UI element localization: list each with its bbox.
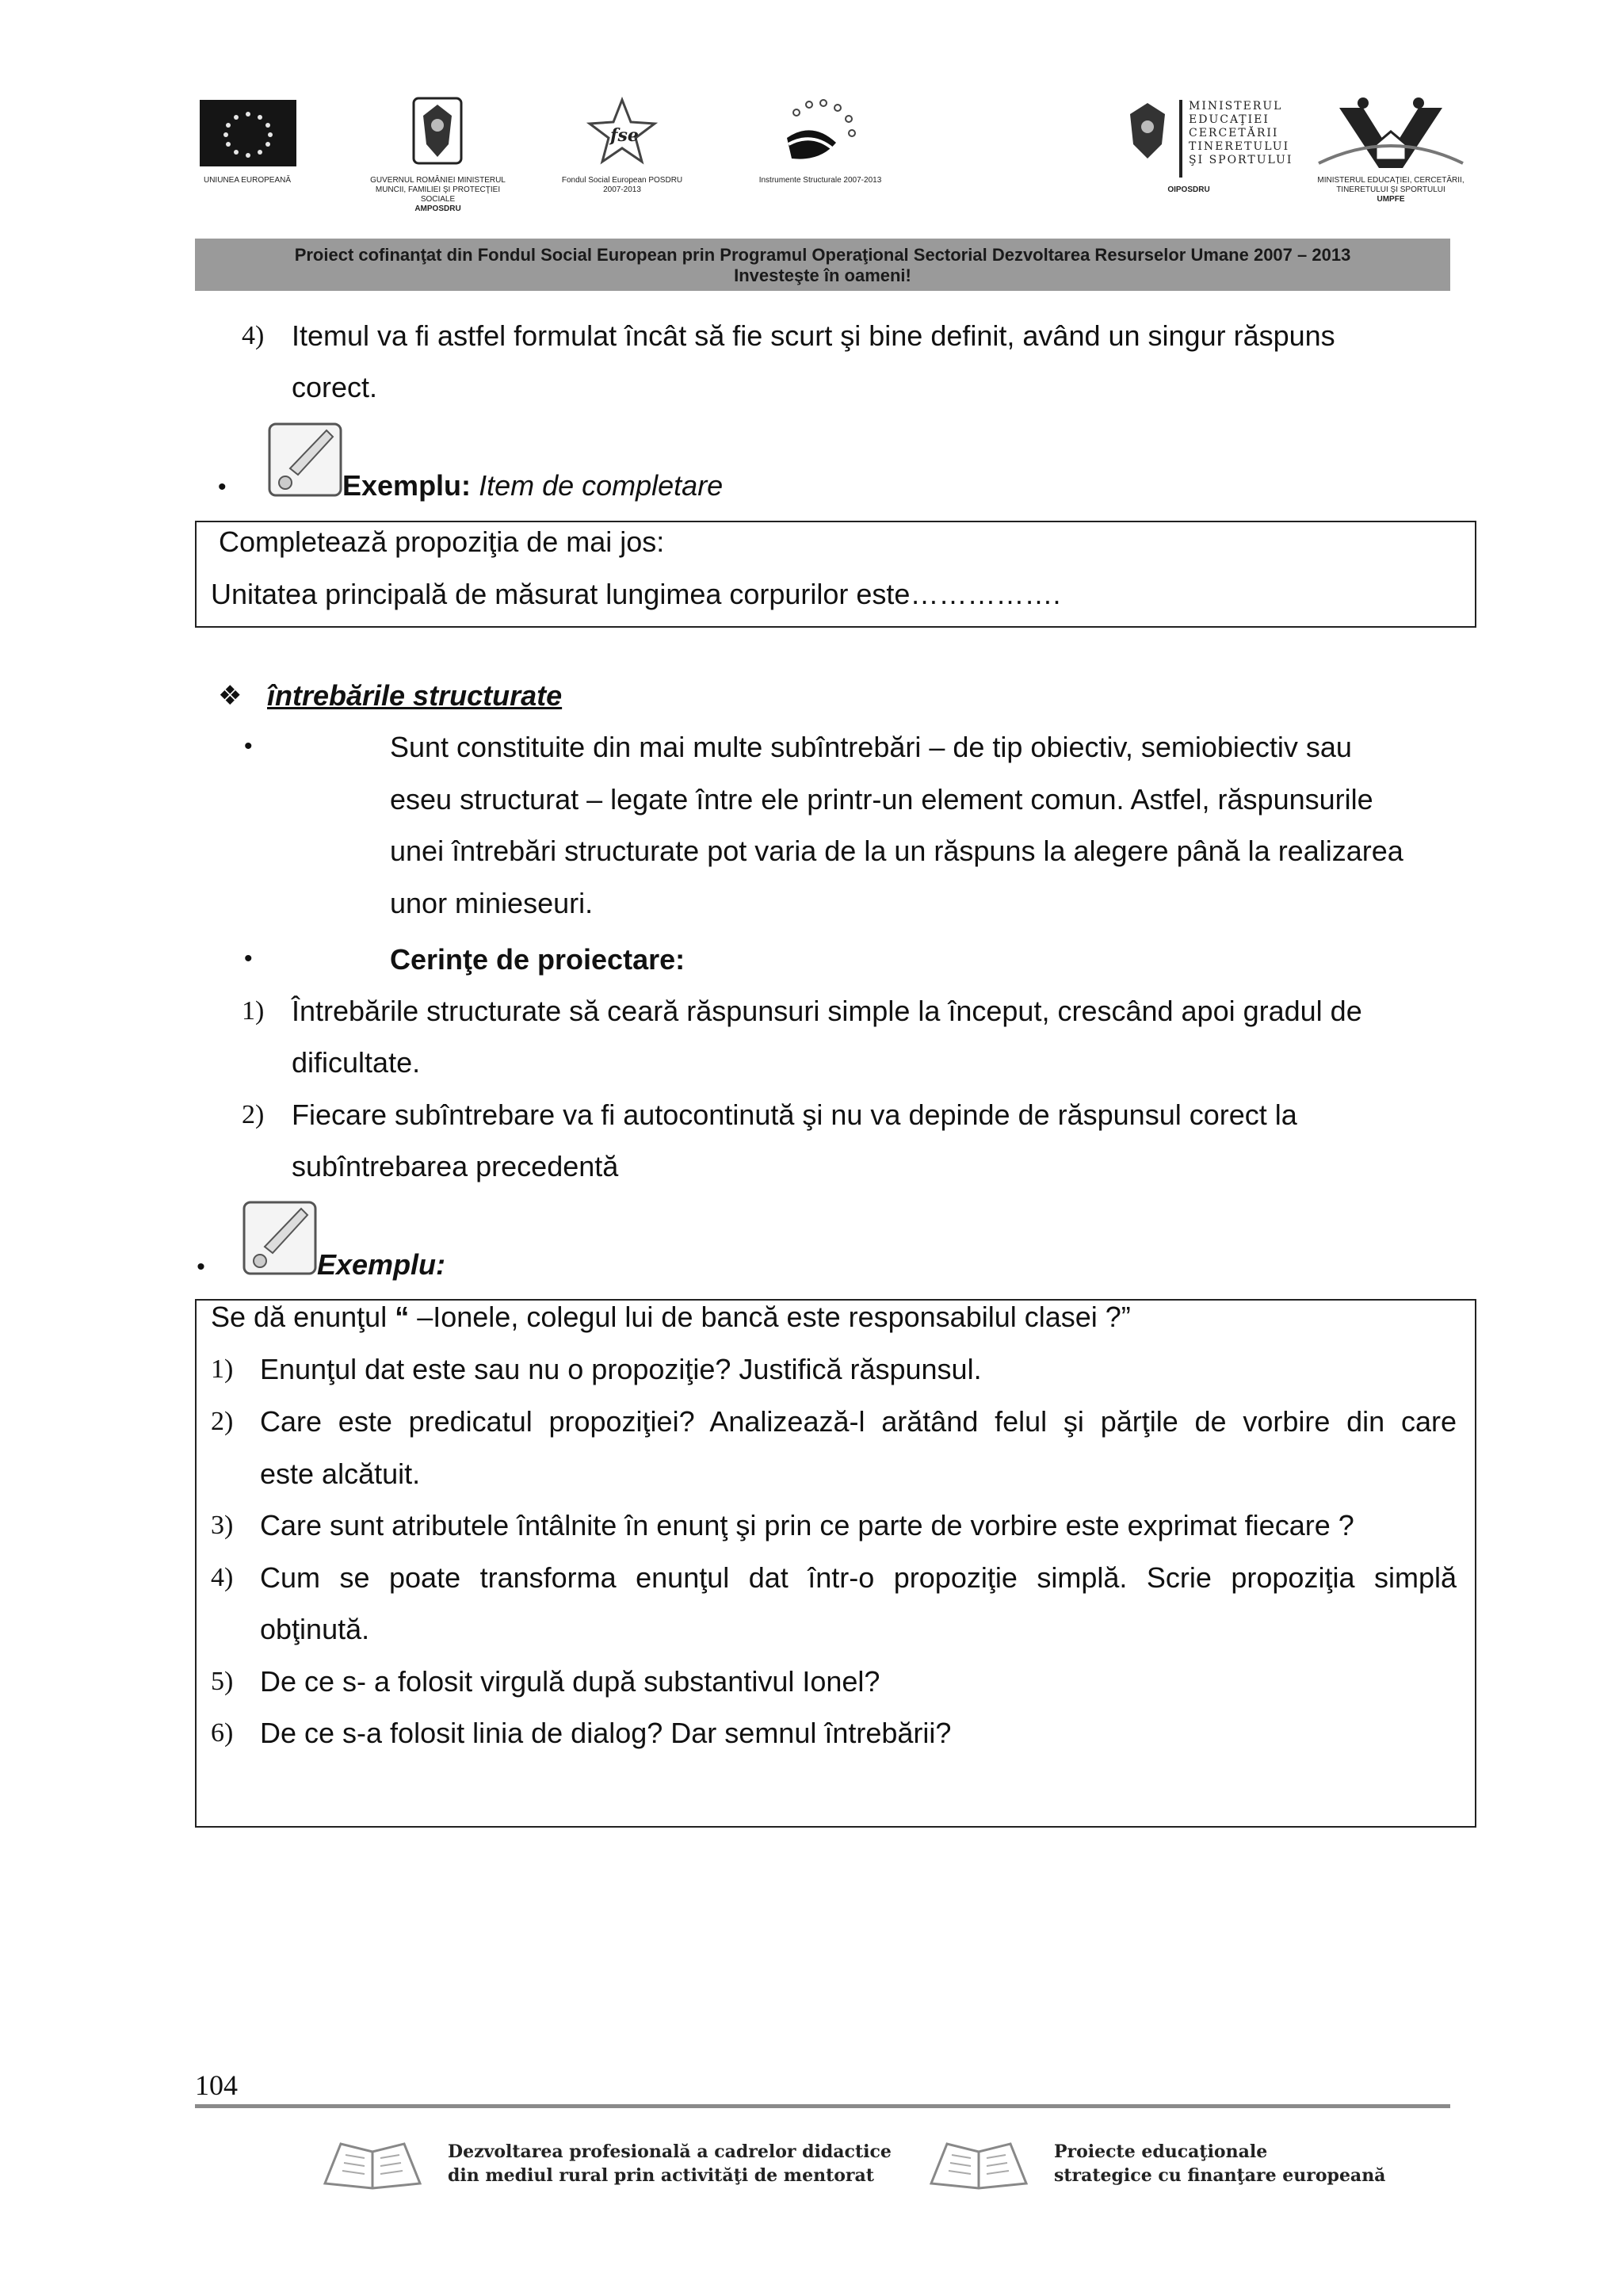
banner-line-1: Proiect cofinanţat din Fondul Social European prin Programul Operaţional Sectorial Dezvoltarea Resurselor Umane 2007 – 2013 (294, 245, 1351, 265)
question-number: 5) (211, 1667, 234, 1696)
question-3: Care sunt atributele întâlnite în enunţ şi prin ce parte de vorbire este exprimat fiecare ? (260, 1509, 1354, 1541)
si-caption: Instrumente Structurale 2007-2013 (758, 176, 882, 185)
example2-label: Exemplu: (317, 1248, 446, 1281)
question-4-line2: obţinută. (260, 1613, 370, 1645)
umpfe-caption (1312, 176, 1470, 204)
fse-star-icon (586, 97, 658, 166)
diamond-bullet-icon: ❖ (218, 680, 242, 712)
question-5: De ce s- a folosit virgulă după substantivul Ionel? (260, 1665, 880, 1698)
req1-number: 1) (242, 996, 265, 1026)
item4-text-line1: Itemul va fi astfel formulat încât să fie scurt şi bine definit, având un singur răspuns (292, 319, 1335, 352)
example1-box (195, 521, 1476, 628)
bullet-icon: • (218, 474, 227, 500)
box2-intro-a: Se dă enunţul (211, 1301, 395, 1333)
struct-para-line3: unei întrebări structurate pot varia de la un răspuns la alegere până la realizarea (390, 835, 1403, 867)
question-4-line1: Cum se poate transforma enunţul dat într-o propoziţie simplă. Scrie propoziţia simplă (260, 1561, 1457, 1594)
ministry-line-2: EDUCAŢIEI (1189, 113, 1270, 126)
question-2-line2: este alcătuit. (260, 1457, 421, 1490)
box1-instruction: Completează propoziţia de mai jos: (219, 525, 665, 558)
ministry-line-4: TINERETULUI (1189, 140, 1290, 153)
example1-type: Item de completare (479, 469, 724, 502)
umpfe-caption-text: MINISTERUL EDUCAŢIEI, CERCETĂRII, TINERETULUI ŞI SPORTULUI (1317, 176, 1465, 194)
eu-caption: UNIUNEA EUROPEANĂ (203, 176, 292, 185)
gov-caption (361, 176, 515, 214)
project-banner (195, 239, 1450, 291)
req1-line1: Întrebările structurate să ceară răspunsuri simple la început, crescând apoi gradul de (292, 995, 1362, 1027)
footer-right-line2: strategice cu finanţare europeană (1054, 2165, 1386, 2186)
umpfe-logo-icon (1316, 97, 1466, 170)
req2-number: 2) (242, 1100, 265, 1129)
ministry-line-5: ŞI SPORTULUI (1189, 154, 1293, 166)
umpfe-caption-bold: UMPFE (1377, 195, 1405, 204)
bullet-icon: • (244, 946, 253, 972)
box2-intro-quote: “ (395, 1301, 410, 1333)
fse-caption: Fondul Social European POSDRU 2007-2013 (561, 176, 683, 194)
structural-instruments-icon (781, 97, 860, 168)
oiposdru-caption: OIPOSDRU (1167, 185, 1210, 194)
question-number: 2) (211, 1407, 234, 1436)
banner-line-2: Investeşte în oameni! (734, 266, 911, 285)
gov-caption-text: GUVERNUL ROMÂNIEI MINISTERUL MUNCII, FAMILIEI ŞI PROTECŢIEI SOCIALE (370, 176, 506, 204)
section-title: întrebările structurate (267, 679, 563, 712)
example1-heading (342, 469, 723, 502)
question-number: 4) (211, 1563, 234, 1592)
svg-text:fse: fse (610, 125, 639, 146)
ministry-line-1: MINISTERUL (1189, 100, 1283, 113)
box2-intro (211, 1301, 1131, 1334)
footer-divider (195, 2104, 1450, 2108)
open-book-icon (317, 2136, 428, 2191)
exclamation-note-icon (268, 422, 342, 497)
struct-para-line2: eseu structurat – legate între ele printr-un element comun. Astfel, răspunsurile (390, 783, 1373, 816)
box1-sentence: Unitatea principală de măsurat lungimea corpurilor este……………. (211, 578, 1061, 610)
footer-left-line2: din mediul rural prin activităţi de mentorat (448, 2165, 874, 2186)
item4-text-line2: corect. (292, 371, 378, 403)
gov-caption-bold: AMPOSDRU (414, 204, 461, 213)
footer-right-line1: Proiecte educaţionale (1054, 2141, 1268, 2162)
req2-line2: subîntrebarea precedentă (292, 1150, 619, 1182)
open-book-icon (923, 2136, 1034, 2191)
footer-left-text (448, 2140, 892, 2187)
eu-flag-icon (200, 100, 296, 166)
question-number: 6) (211, 1718, 234, 1748)
item-number: 4) (242, 321, 265, 350)
question-number: 1) (211, 1354, 234, 1384)
struct-para-line1: Sunt constituite din mai multe subîntrebări – de tip obiectiv, semiobiectiv sau (390, 731, 1352, 763)
page-number: 104 (195, 2069, 238, 2101)
example1-label: Exemplu: (342, 469, 472, 502)
exclamation-note-icon (242, 1201, 317, 1275)
bullet-icon: • (197, 1254, 205, 1280)
question-1: Enunţul dat este sau nu o propoziţie? Justifică răspunsul. (260, 1353, 982, 1385)
bullet-icon: • (244, 733, 253, 759)
ministry-line-3: CERCETĂRII (1189, 127, 1279, 139)
gov-crest-icon (412, 97, 463, 165)
footer-left-line1: Dezvoltarea profesională a cadrelor didactice (448, 2141, 892, 2162)
example2-box (195, 1299, 1476, 1828)
ministry-crest-icon (1124, 100, 1171, 163)
ministry-divider (1179, 100, 1182, 178)
footer-right-text (1054, 2140, 1385, 2187)
box2-intro-b: –Ionele, colegul lui de bancă este responsabilul clasei ?” (409, 1301, 1131, 1333)
question-2-line1: Care este predicatul propoziţiei? Analizează-l arătând felul şi părţile de vorbire din care (260, 1405, 1457, 1438)
struct-para-line4: unor minieseuri. (390, 887, 594, 919)
question-6: De ce s-a folosit linia de dialog? Dar semnul întrebării? (260, 1717, 952, 1749)
ministry-text (1189, 100, 1293, 167)
req1-line2: dificultate. (292, 1046, 421, 1079)
question-number: 3) (211, 1511, 234, 1540)
req2-line1: Fiecare subîntrebare va fi autocontinută şi nu va depinde de răspunsul corect la (292, 1098, 1297, 1131)
requirements-title: Cerinţe de proiectare: (390, 943, 685, 976)
